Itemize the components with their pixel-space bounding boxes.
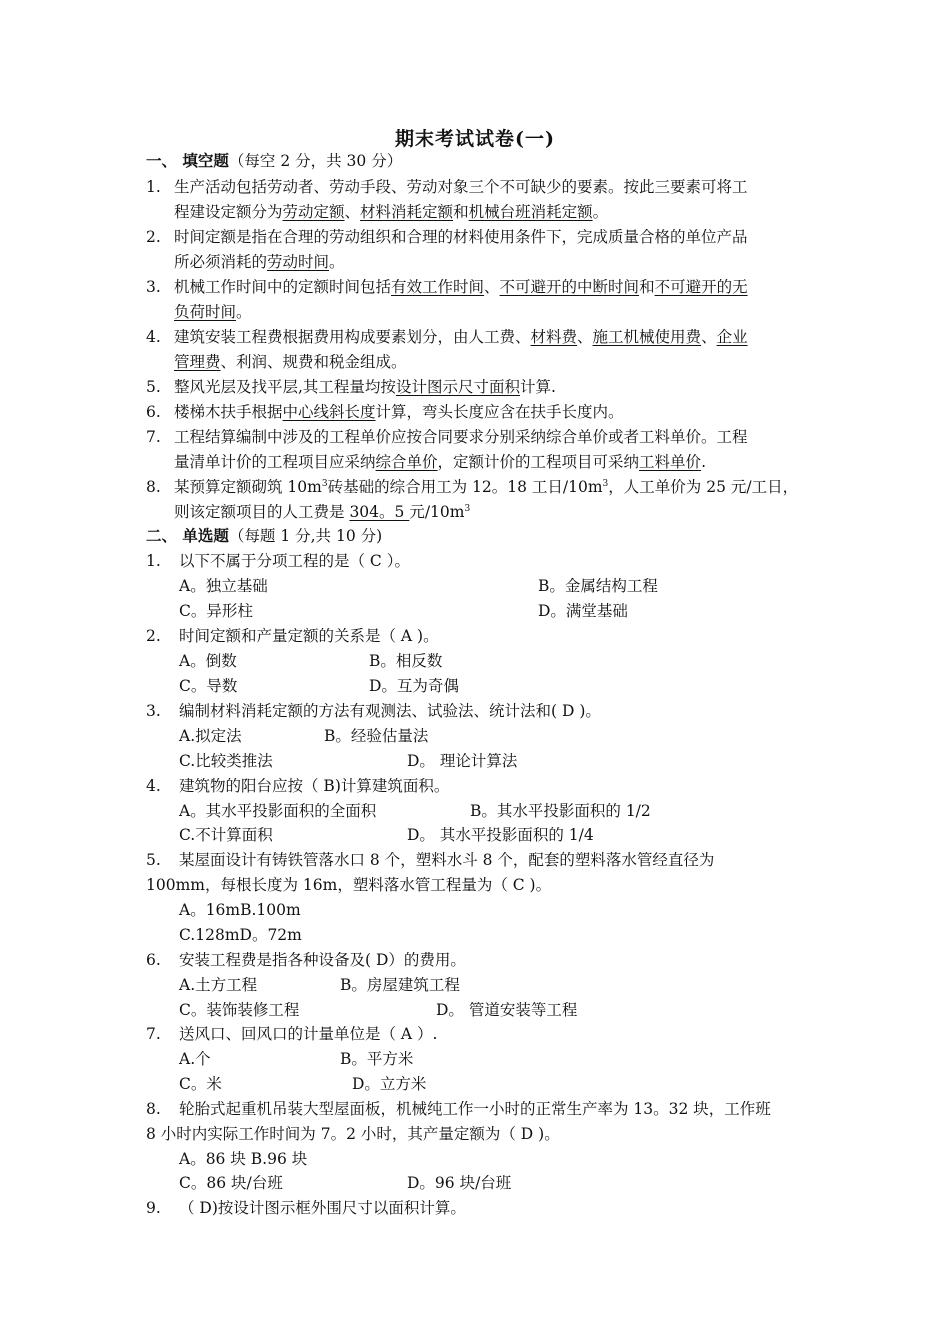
fill-q8-line2 xyxy=(174,502,470,522)
mc-q2-option-d: D。互为奇偶 xyxy=(369,677,459,695)
text: 。 xyxy=(592,203,609,221)
mc-q6-option-c: C。装饰装修工程 xyxy=(179,1001,300,1019)
fill-q5-line1 xyxy=(174,377,556,397)
answer-blank: 工料单价 xyxy=(639,453,702,471)
text: 计算. xyxy=(519,378,556,396)
text: 建筑安装工程费根据费用构成要素划分，由人工费、 xyxy=(174,328,531,346)
answer-blank: 不可避开的中断时间 xyxy=(499,278,640,296)
answer-blank: 不可避开的无 xyxy=(654,278,748,296)
mc-q7-option-a: A.个 xyxy=(179,1050,211,1068)
answer-blank: 304。5 xyxy=(349,503,410,521)
mc-q3-stem: 编制材料消耗定额的方法有观测法、试验法、统计法和( D )。 xyxy=(179,702,601,720)
mc-q3-number: 3. xyxy=(146,702,161,720)
mc-q6-option-d: D。 管道安装等工程 xyxy=(436,1001,578,1019)
fill-q7-line2 xyxy=(174,452,706,472)
mc-q6-number: 6. xyxy=(146,951,161,969)
mc-q8-option-c: C。86 块/台班 xyxy=(179,1174,283,1192)
fill-q2-line1: 时间定额是指在合理的劳动组织和合理的材料使用条件下，完成质量合格的单位产品 xyxy=(174,228,748,246)
mc-q3-option-c: C.比较类推法 xyxy=(179,752,273,770)
fill-q4-line2 xyxy=(174,352,407,372)
text: 砖基础的综合用工为 12。18 工日/10m xyxy=(327,478,603,496)
mc-q7-number: 7. xyxy=(146,1025,161,1043)
mc-q9-number: 9. xyxy=(146,1199,161,1217)
text: 和 xyxy=(453,203,469,221)
mc-q4-number: 4. xyxy=(146,777,161,795)
mc-q3-option-d: D。 理论计算法 xyxy=(407,752,518,770)
mc-q2-option-b: B。相反数 xyxy=(369,652,443,670)
text: ，定额计价的工程项目可采纳 xyxy=(437,453,640,471)
answer-blank: 材料消耗定额 xyxy=(360,203,454,221)
mc-q1-option-a: A。独立基础 xyxy=(179,577,268,595)
section-2-title: 二、 单选题 xyxy=(146,526,229,545)
mc-q9-stem: （ D)按设计图示框外围尺寸以面积计算。 xyxy=(179,1199,466,1217)
mc-q4-option-d: D。 其水平投影面积的 1/4 xyxy=(407,826,594,844)
mc-q8-stem: 轮胎式起重机吊装大型屋面板，机械纯工作一小时的正常生产率为 13。32 块，工作班 xyxy=(179,1100,771,1118)
mc-q8-number: 8. xyxy=(146,1100,161,1118)
fill-q3-line1 xyxy=(174,277,748,297)
mc-q7-option-c: C。米 xyxy=(179,1075,222,1093)
text: 、 xyxy=(484,278,500,296)
answer-blank: 劳动定额 xyxy=(282,203,345,221)
mc-q6-option-b: B。房屋建筑工程 xyxy=(340,976,460,994)
mc-q5-stem: 某屋面设计有铸铁管落水口 8 个，塑料水斗 8 个，配套的塑料落水管经直径为 xyxy=(179,851,715,869)
mc-q5-stem-line2: 100mm，每根长度为 16m，塑料落水管工程量为（ C )。 xyxy=(146,876,552,894)
mc-q2-stem: 时间定额和产量定额的关系是（ A )。 xyxy=(179,627,439,645)
fill-q1-number: 1. xyxy=(146,178,161,196)
fill-q5-number: 5. xyxy=(146,378,161,396)
mc-q1-option-c: C。异形柱 xyxy=(179,602,253,620)
mc-q1-option-d: D。满堂基础 xyxy=(538,602,628,620)
text: 、 xyxy=(344,203,361,221)
answer-blank: 劳动时间 xyxy=(267,253,330,271)
mc-q3-option-b: B。经验估量法 xyxy=(324,727,429,745)
fill-q7-line1: 工程结算编制中涉及的工程单价应按合同要求分别采纳综合单价或者工料单价。工程 xyxy=(174,428,748,446)
text: 机械工作时间中的定额时间包括 xyxy=(174,278,392,296)
superscript: 3 xyxy=(464,503,471,514)
mc-q1-option-b: B。金属结构工程 xyxy=(538,577,658,595)
section-2-note: （每题 1 分,共 10 分) xyxy=(228,527,383,545)
text: 、 xyxy=(577,328,593,346)
fill-q2-number: 2. xyxy=(146,228,161,246)
text: 、利润、规费和税金组成。 xyxy=(220,353,407,371)
answer-blank: 中心线斜长度 xyxy=(282,403,376,421)
mc-q6-stem: 安装工程费是指各种设备及( D）的费用。 xyxy=(179,951,466,969)
text: 所必须消耗的 xyxy=(174,253,268,271)
text: 和 xyxy=(639,278,655,296)
mc-q4-stem: 建筑物的阳台应按（ B)计算建筑面积。 xyxy=(179,777,450,795)
mc-q8-stem-line2: 8 小时内实际工作时间为 7。2 小时，其产量定额为（ D )。 xyxy=(146,1125,560,1143)
answer-blank: 管理费 xyxy=(174,353,221,371)
mc-q2-option-a: A。倒数 xyxy=(179,652,237,670)
mc-q5-options-ab: A。16mB.100m xyxy=(179,901,301,919)
mc-q8-options-ab: A。86 块 B.96 块 xyxy=(179,1150,308,1168)
fill-q2-line2 xyxy=(174,252,345,272)
text: 楼梯木扶手根据 xyxy=(174,403,283,421)
fill-q6-number: 6. xyxy=(146,403,161,421)
mc-q1-number: 1. xyxy=(146,552,161,570)
answer-blank: 机械台班消耗定额 xyxy=(468,203,593,221)
fill-q1-line2 xyxy=(174,202,608,222)
answer-blank: 企业 xyxy=(716,328,748,346)
text: 、 xyxy=(701,328,717,346)
text: 某预算定额砌筑 10m xyxy=(174,478,322,496)
answer-blank: 有效工作时间 xyxy=(391,278,485,296)
section-1-heading xyxy=(146,151,402,171)
mc-q2-number: 2. xyxy=(146,627,161,645)
answer-blank: 负荷时间 xyxy=(174,303,237,321)
mc-q7-option-d: D。立方米 xyxy=(352,1075,427,1093)
mc-q7-option-b: B。平方米 xyxy=(340,1050,414,1068)
text: 程建设定额分为 xyxy=(174,203,283,221)
superscript: 3 xyxy=(602,478,609,489)
mc-q4-option-c: C.不计算面积 xyxy=(179,826,273,844)
superscript: 3 xyxy=(321,478,328,489)
mc-q4-option-a: A。其水平投影面积的全面积 xyxy=(179,802,377,820)
section-2-heading xyxy=(146,526,382,546)
text: 则该定额项目的人工费是 xyxy=(174,503,350,521)
answer-blank: 材料费 xyxy=(530,328,578,346)
text: 元/10m xyxy=(409,503,465,521)
page-title: 期末考试试卷(一) xyxy=(395,128,555,150)
text: 计算，弯头长度应含在扶手长度内。 xyxy=(375,403,624,421)
mc-q7-stem: 送风口、回风口的计量单位是（ A ）. xyxy=(179,1025,438,1043)
fill-q8-line1 xyxy=(174,477,798,497)
mc-q8-option-d: D。96 块/台班 xyxy=(407,1174,512,1192)
mc-q2-option-c: C。导数 xyxy=(179,677,238,695)
mc-q5-options-cd: C.128mD。72m xyxy=(179,926,302,944)
text: 整风光层及找平层,其工程量均按 xyxy=(174,378,396,396)
section-1-note: （每空 2 分，共 30 分） xyxy=(228,152,403,170)
answer-blank: 施工机械使用费 xyxy=(592,328,702,346)
text: 。 xyxy=(236,303,252,321)
fill-q6-line1 xyxy=(174,402,624,422)
mc-q6-option-a: A.土方工程 xyxy=(179,976,258,994)
mc-q3-option-a: A.拟定法 xyxy=(179,727,242,745)
fill-q4-line1 xyxy=(174,327,748,347)
fill-q7-number: 7. xyxy=(146,428,161,446)
fill-q4-number: 4. xyxy=(146,328,161,346)
text: . xyxy=(701,453,706,471)
fill-q1-line1: 生产活动包括劳动者、劳动手段、劳动对象三个不可缺少的要素。按此三要素可将工 xyxy=(174,178,748,196)
fill-q8-number: 8. xyxy=(146,478,161,496)
answer-blank: 设计图示尺寸面积 xyxy=(395,378,520,396)
fill-q3-number: 3. xyxy=(146,278,161,296)
text: 量清单计价的工程项目应采纳 xyxy=(174,453,376,471)
answer-blank: 综合单价 xyxy=(375,453,438,471)
fill-q3-line2 xyxy=(174,302,252,322)
text: 。 xyxy=(329,253,345,271)
text: ，人工单价为 25 元/工日， xyxy=(608,478,799,496)
section-1-title: 一、 填空题 xyxy=(146,151,229,170)
mc-q1-stem: 以下不属于分项工程的是（ C ）。 xyxy=(179,552,410,570)
mc-q4-option-b: B。其水平投影面积的 1/2 xyxy=(470,802,651,820)
mc-q5-number: 5. xyxy=(146,851,161,869)
